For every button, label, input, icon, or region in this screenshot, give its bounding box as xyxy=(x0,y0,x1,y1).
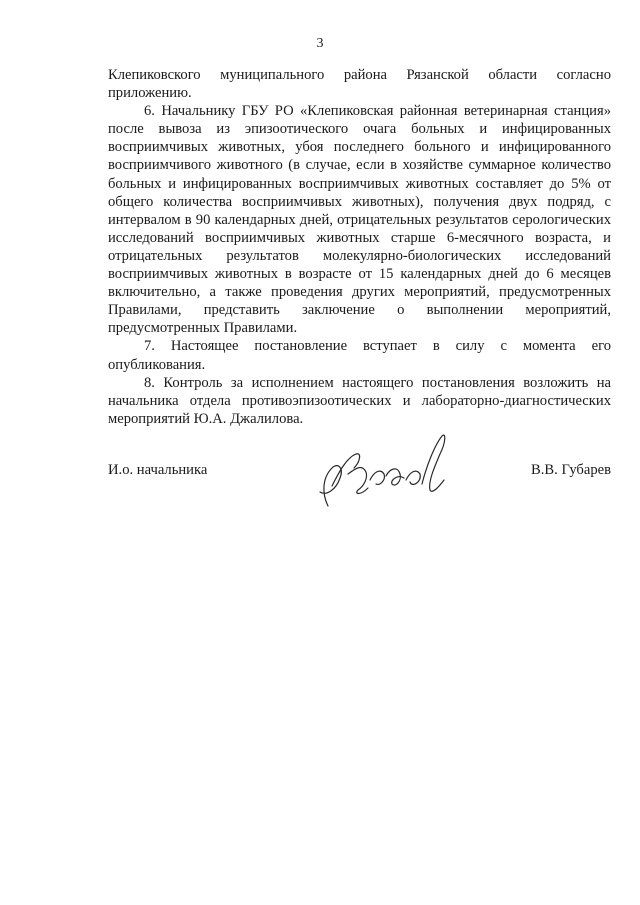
paragraph-item-6: 6. Начальнику ГБУ РО «Клепиковская районная ветеринарная станция» после вывоза из эпизоотического очага больных и инфицированных восприимчивых животных, убоя последнего больного и инфицированного восприимчивого животного (в случае, если в хозяйстве суммарное количество больных и инфицированных восприимчивых животных составляет до 5% от общего количества восприимчивых животных), получения двух подряд, с интервалом в 90 календарных дней, отрицательных результатов серологических исследований восприимчивых животных старше 6-месячного возраста, и отрицательных результатов молекулярно-биологических исследований восприимчивых животных в возрасте от 15 календарных дней до 6 месяцев включительно, а также проведения других мероприятий, предусмотренных Правилами, представить заключение о выполнении мероприятий, предусмотренных Правилами. xyxy=(108,103,611,337)
signer-name: В.В. Губарев xyxy=(531,462,611,478)
page-number: 3 xyxy=(316,36,324,51)
paragraph-continuation: Клепиковского муниципального района Рязанской области согласно приложению. xyxy=(108,67,611,102)
paragraph-item-8: 8. Контроль за исполнением настоящего постановления возложить на начальника отдела противоэпизоотических и лабораторно-диагностических мероприятий Ю.А. Джалилова. xyxy=(108,374,611,427)
handwritten-signature xyxy=(312,428,452,518)
signer-position: И.о. начальника xyxy=(108,462,208,478)
paragraph-item-7: 7. Настоящее постановление вступает в силу с момента его опубликования. xyxy=(108,338,611,373)
document-body xyxy=(108,66,611,428)
